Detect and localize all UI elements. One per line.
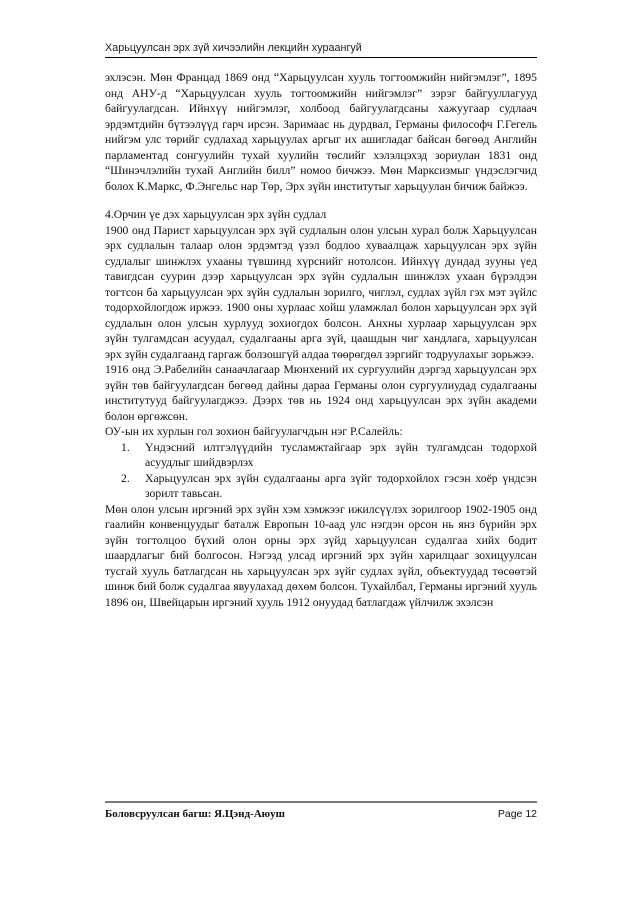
paragraph: ОУ-ын их хурлын гол зохион байгуулагчдын нэг Р.Салейль: <box>105 425 403 438</box>
numbered-list <box>105 440 537 502</box>
list-item <box>105 471 537 502</box>
paragraph: 1916 онд Э.Рабелийн санаачлагаар Мюнхений их сургуулийн дэргэд харьцуулсан эрх зүйн төв байгуулагдсан бөгөөд дайны дараа Германы олон сургуулиудад судалгааны институтууд байгуулагджээ. Дээрх төв нь 1924 онд харьцуулсан эрх зүйн академи болон өргөжсөн. <box>105 363 537 423</box>
paragraph: эхлэсэн. Мөн Францад 1869 онд “Харьцуулсан хууль тогтоомжийн нийгэмлэг”, 1895 онд АНУ-д “Харьцуулсан хууль тогтоомжийн нийгэмлэг” зэрэг байгууллагууд байгуулагдсан. Ийнхүү нийгэмлэг, холбоод байгуулагдсаны хажуугаар судлаач эрдэмтдийн бүтээлүүд гарч ирсэн. Заримаас нь дурдвал, Германы философч Г.Гегель нийгэм улс төрийг судлахад харьцуулах аргыг их ашигладаг байсан бөгөөд Английн парламентад сонгуулийн тухай хуулийн төслийг хэлэлцэхэд зориулан 1831 онд “Шинэчлэлийн тухай Английн билл” номоо бичжээ. Мөн Марксизмыг үндэслэгчид болох К.Маркс, Ф.Энгельс нар Төр, Эрх зүйн институтыг харьцуулан бичиж байжээ. <box>105 71 537 193</box>
paragraph-gap <box>105 194 537 207</box>
page-number: Page 12 <box>497 808 537 820</box>
list-item-text: Үндэсний илтгэлүүдийн тусламжтайгаар эрх зүйн тулгамдсан тодорхой асуудлыг шийдвэрлэх <box>145 440 537 469</box>
document-body <box>105 70 537 610</box>
list-item-text: Харьцуулсан эрх зүйн судалгааны арга зүйг тодорхойлох гэсэн хоёр үндсэн зорилт тавьсан. <box>145 471 537 500</box>
page-footer <box>105 801 537 820</box>
list-number: 1. <box>121 440 130 454</box>
list-item <box>105 440 537 471</box>
section-heading: 4.Орчин үе дэх харьцуулсан эрх зүйн судлал <box>105 208 327 221</box>
list-number: 2. <box>121 471 130 485</box>
paragraph: 1900 онд Парист харьцуулсан эрх зүй судлалын олон улсын хурал болж Харьцуулсан эрх судлалын талаар олон эрдэмтэд үзэл бодлоо хуваалцаж харьцуулсан эрх зүйн судлалыг шинжлэх ухааны түвшинд хүрснийг нотолсон. Ийнхүү дундад зууны үед тавигдсан суурин дээр харьцуулсан эрх зүйн судлалын шинжлэх ухаан бүрэлдэн тогтсон ба харьцуулсан эрх зүйн судлалын зорилго, чиглэл, судлах зүйл гэх мэт зүйлс тодорхойлогдож иржээ. 1900 оны хурлаас хойш уламжлал болон харьцуулсан эрх зүй судлалын олон улсын хурлууд зохиогдох болсон. Анхны хурлаар харьцуулсан эрх зүйн тулгамдсан асуудал, судалгааны арга зүй, цаашдын чиг хандлага, харьцуулсан эрх зүйн судалгаанд гаргаж болзошгүй алдаа төөрөгдөл зэргийг тодруулахыг зорьжээ. <box>105 223 537 361</box>
paragraph: Мөн олон улсын иргэний эрх зүйн хэм хэмжээг ижилсүүлэх зорилгоор 1902-1905 онд гаалийн конвенцуудыг баталж Европын 10-аад улс нэгдэн орсон нь янз бүрийн эрх зүйн тогтолцоо бүхий олон орны эрх зүйд харьцуулсан судалгаа хийх бодит шаардлагыг бий болгосон. Нэгэзд улсад иргэний эрх зүйн харилцааг зохицуулсан тусгай хууль батлагдсан нь харьцуулсан эрх зүйг судлах зүйл, объектуудад төсөөтэй шинж бий болж судалгаа явуулахад дөхөм болсон. Тухайлбал, Германы иргэний хууль 1896 он, Швейцарын иргэний хууль 1912 онуудад батлагдаж үйлчилж эхэлсэн <box>105 502 537 609</box>
footer-author: Боловсруулсан багш: Я.Цэнд-Аюуш <box>105 808 285 820</box>
running-header: Харьцуулсан эрх зүй хичээлийн лекцийн хураангуй <box>105 42 537 58</box>
